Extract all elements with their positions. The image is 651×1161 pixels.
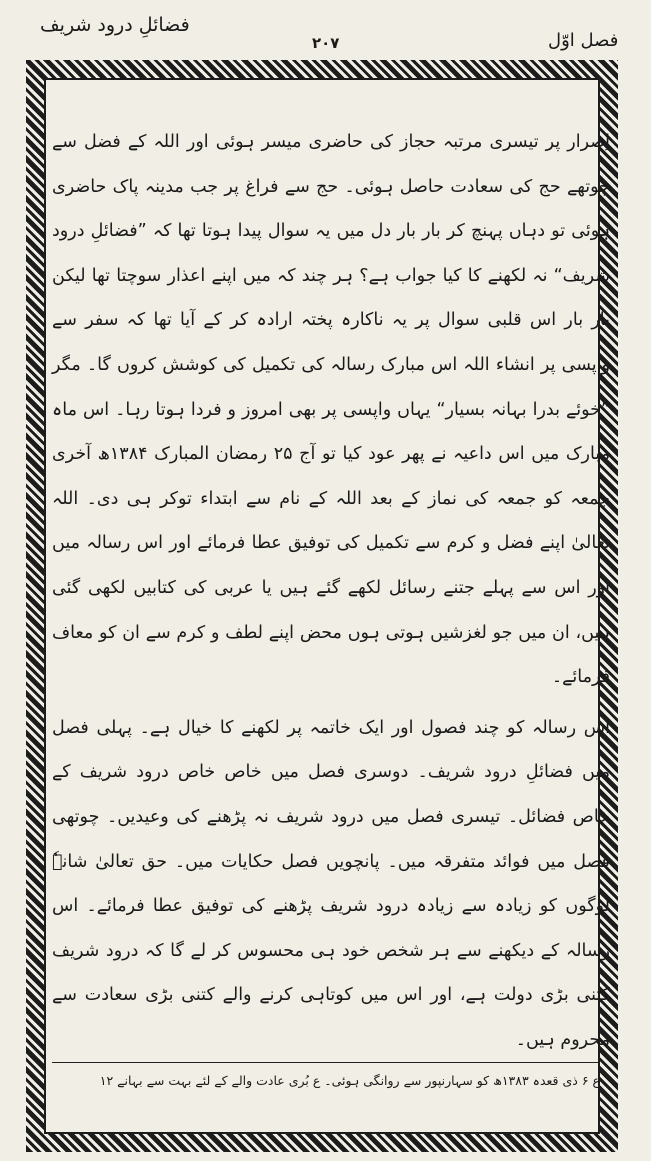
chapter-title: فصل اوّل xyxy=(548,30,619,51)
page-header xyxy=(0,0,651,62)
paragraph-1: اِصرار پر تیسری مرتبہ حجاز کی حاضری میسر ہوئی اور اللہ کے فضل سے چوتھے حج کی سعادت حاصل ہوئی۔ حج سے فراغ پر جب مدینہ پاک حاضری ہوئی تو دہاں پہنچ کر بار بار دل میں یہ سوال پیدا ہوتا تھا کہ ”فضائلِ درود شریف“ نہ لکھنے کا کیا جواب ہے؟ ہر چند کہ میں اپنے اعذار سوچتا تھا لیکن بار بار اس قلبی سوال پر یہ ناکارہ پختہ ارادہ کر کے آیا تھا کہ سفر سے واپسی پر انشاء اللہ اس مبارک رسالہ کی تکمیل کی کوشش کروں گا۔ مگر ”خوئے بدرا بہانہ بسیار“ یہاں واپسی پر بھی امروز و فردا ہوتا رہا۔ اس ماہ مبارک میں اس داعیہ نے پھر عود کیا تو آج ۲۵ رمضان المبارک ۱۳۸۴ھ آخری جمعہ کو جمعہ کی نماز کے بعد اللہ کے نام سے ابتداء توکر ہی دی۔ اللہ تعالیٰ اپنے فضل و کرم سے تکمیل کی توفیق عطا فرمائے اور اس رسالہ میں اور اس سے پہلے جتنے رسائل لکھے گئے ہیں یا عربی کی کتابیں لکھی گئی ہیں، ان میں جو لغزشیں ہوتی ہوں محض اپنے لطف و کرم سے ان کو معاف فرمائے۔ xyxy=(52,132,610,688)
footnote-divider xyxy=(52,1062,600,1063)
page-number: ۲۰۷ xyxy=(312,34,340,52)
paragraph-2: اس رسالہ کو چند فصول اور ایک خاتمہ پر لکھنے کا خیال ہے۔ پہلی فصل میں فضائلِ درود شریف۔ دوسری فصل میں خاص خاص درود شریف کے خاص فضائل۔ تیسری فصل میں درود شریف نہ پڑھنے کی وعیدیں۔ چوتھی فصل میں فوائد متفرقہ میں۔ پانچویں فصل حکایات میں۔ حق تعالیٰ شانہٗ لوگوں کو زیادہ سے زیادہ درود شریف پڑھنے کی توفیق عطا فرمائے۔ اس رسالہ کے دیکھنے سے ہر شخص خود ہی محسوس کر لے گا کہ درود شریف کتنی بڑی دولت ہے، اور اس میں کوتاہی کرنے والے کتنی بڑی سعادت سے محروم ہیں۔ xyxy=(52,717,610,1050)
footnote: ع ۶ ذی قعدہ ۱۳۸۳ھ کو سہارنپور سے روانگی ہوئی۔ ع بُری عادت والے کے لئے بہت سے بہانے ۱۲ xyxy=(99,1073,600,1088)
body-text xyxy=(52,120,610,1062)
book-title: فضائلِ درود شریف xyxy=(40,14,190,36)
